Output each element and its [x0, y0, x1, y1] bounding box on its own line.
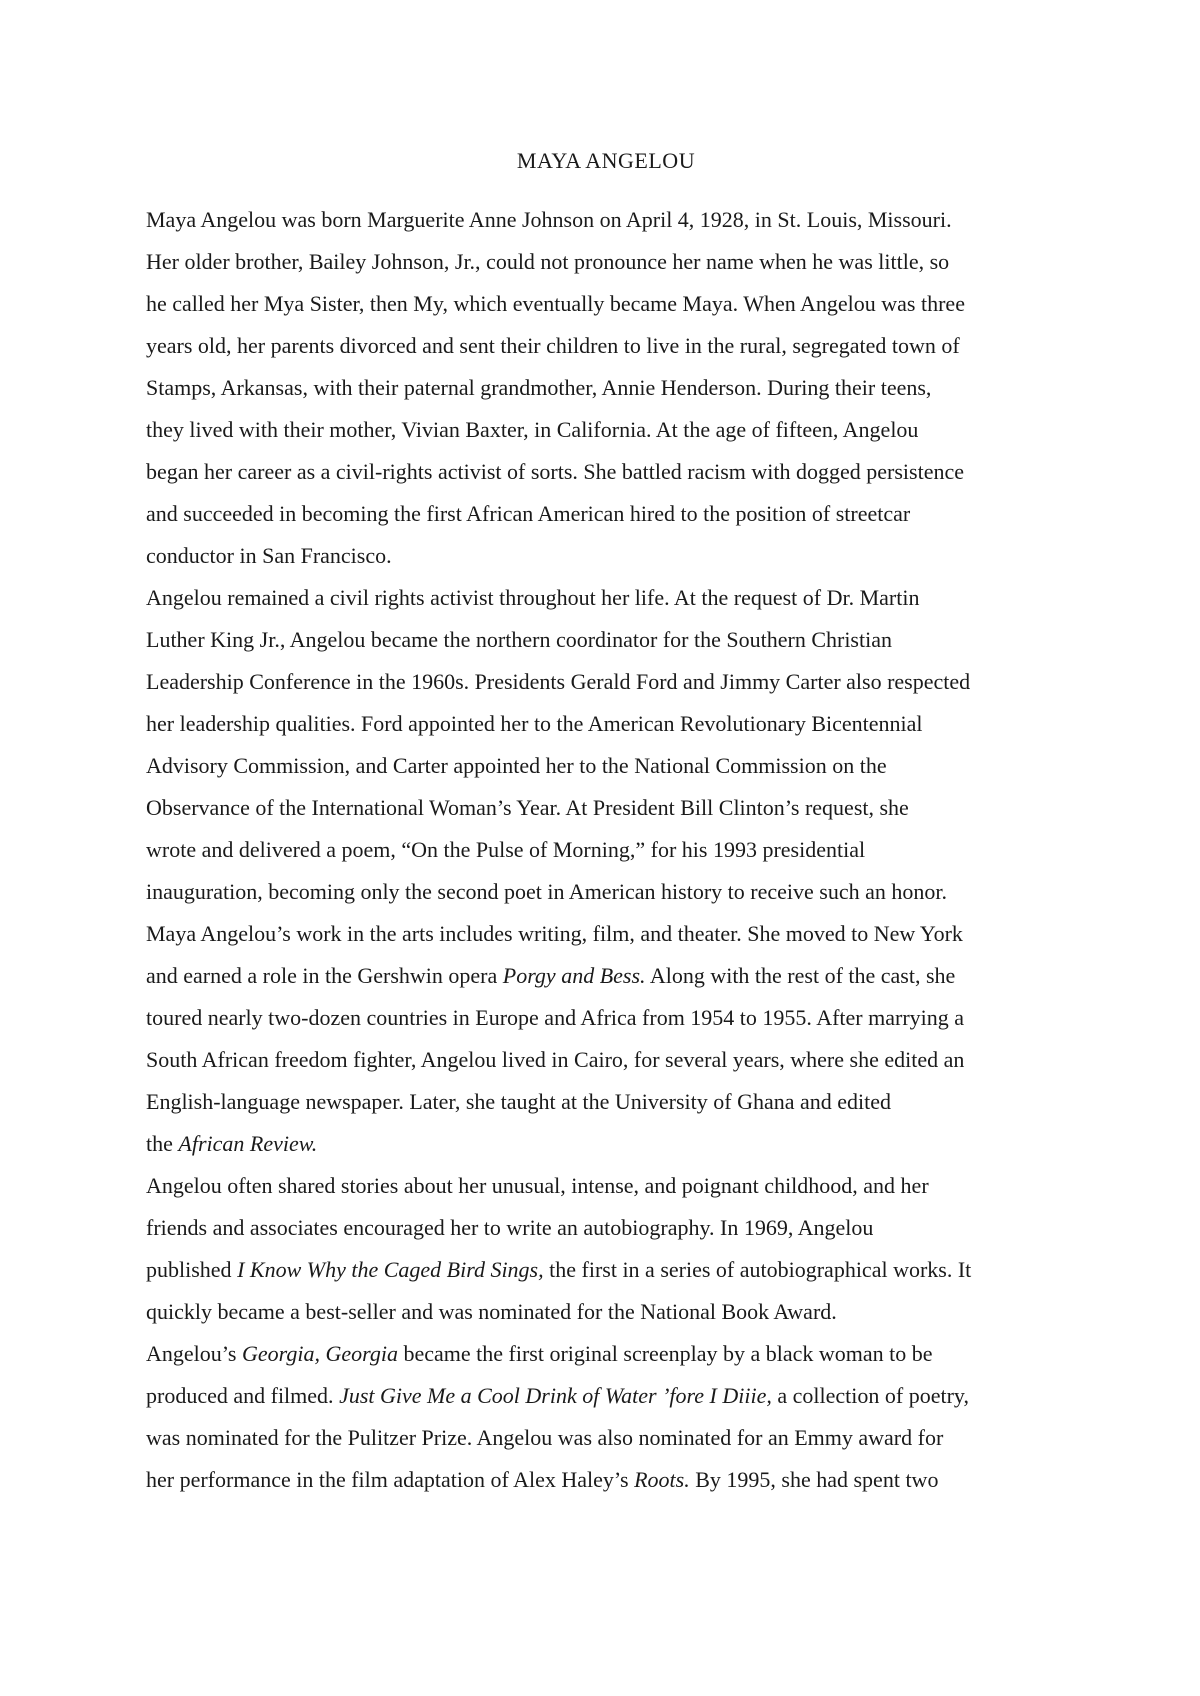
text-line: [146, 199, 1076, 241]
italic-title-text: Roots.: [634, 1467, 690, 1492]
text-line: [146, 913, 1076, 955]
text-line: [146, 367, 1076, 409]
italic-title-text: African Review.: [178, 1131, 318, 1156]
text-segment: years old, her parents divorced and sent their children to live in the rural, segregated town of: [146, 333, 960, 358]
text-line: [146, 325, 1076, 367]
text-segment: conductor in San Francisco.: [146, 543, 392, 568]
text-segment: was nominated for the Pulitzer Prize. Angelou was also nominated for an Emmy award for: [146, 1425, 944, 1450]
text-segment: Angelou’s: [146, 1341, 242, 1366]
text-segment: they lived with their mother, Vivian Baxter, in California. At the age of fifteen, Angelou: [146, 417, 919, 442]
text-segment: began her career as a civil-rights activist of sorts. She battled racism with dogged persistence: [146, 459, 965, 484]
text-segment: the first in a series of autobiographical works. It: [543, 1257, 972, 1282]
text-line: [146, 535, 1076, 577]
text-line: [146, 1417, 1076, 1459]
text-line: [146, 1333, 1076, 1375]
text-segment: her leadership qualities. Ford appointed her to the American Revolutionary Bicentennial: [146, 711, 923, 736]
text-segment: quickly became a best-seller and was nominated for the National Book Award.: [146, 1299, 837, 1324]
text-line: [146, 283, 1076, 325]
text-line: [146, 829, 1076, 871]
text-segment: Along with the rest of the cast, she: [645, 963, 956, 988]
text-segment: he called her Mya Sister, then My, which eventually became Maya. When Angelou was three: [146, 291, 965, 316]
text-segment: Advisory Commission, and Carter appointed her to the National Commission on the: [146, 753, 887, 778]
text-line: [146, 703, 1076, 745]
text-line: [146, 661, 1076, 703]
text-segment: toured nearly two-dozen countries in Europe and Africa from 1954 to 1955. After marrying a: [146, 1005, 965, 1030]
text-line: [146, 451, 1076, 493]
text-line: [146, 1165, 1076, 1207]
text-line: [146, 745, 1076, 787]
text-line: [146, 1081, 1076, 1123]
text-line: [146, 1375, 1076, 1417]
text-line: [146, 577, 1076, 619]
text-segment: friends and associates encouraged her to write an autobiography. In 1969, Angelou: [146, 1215, 874, 1240]
italic-title-text: Just Give Me a Cool Drink of Water ’fore I Diiie,: [339, 1383, 772, 1408]
text-segment: Leadership Conference in the 1960s. Presidents Gerald Ford and Jimmy Carter also respected: [146, 669, 971, 694]
text-segment: the: [146, 1131, 179, 1156]
text-segment: English-language newspaper. Later, she taught at the University of Ghana and edited: [146, 1089, 892, 1114]
text-segment: Stamps, Arkansas, with their paternal grandmother, Annie Henderson. During their teens,: [146, 375, 932, 400]
text-line: [146, 409, 1076, 451]
italic-title-text: Georgia, Georgia: [241, 1341, 398, 1366]
text-line: [146, 241, 1076, 283]
text-line: [146, 871, 1076, 913]
text-segment: her performance in the film adaptation of Alex Haley’s: [146, 1467, 635, 1492]
text-line: [146, 493, 1076, 535]
text-segment: Her older brother, Bailey Johnson, Jr., could not pronounce her name when he was little, so: [146, 249, 950, 274]
text-segment: Angelou often shared stories about her unusual, intense, and poignant childhood, and her: [146, 1173, 929, 1198]
document-title: MAYA ANGELOU: [516, 148, 696, 173]
text-segment: Luther King Jr., Angelou became the northern coordinator for the Southern Christian: [146, 627, 892, 652]
text-segment: a collection of poetry,: [771, 1383, 969, 1408]
text-segment: Observance of the International Woman’s Year. At President Bill Clinton’s request, she: [146, 795, 909, 820]
text-line: [146, 1459, 1076, 1501]
text-line: [146, 1249, 1076, 1291]
italic-title-text: Porgy and Bess.: [502, 963, 646, 988]
text-line: [146, 619, 1076, 661]
text-segment: and succeeded in becoming the first African American hired to the position of streetcar: [146, 501, 911, 526]
text-line: [146, 1123, 1076, 1165]
text-segment: South African freedom fighter, Angelou lived in Cairo, for several years, where she edited an: [146, 1047, 965, 1072]
text-segment: By 1995, she had spent two: [689, 1467, 939, 1492]
text-segment: wrote and delivered a poem, “On the Pulse of Morning,” for his 1993 presidential: [146, 837, 866, 862]
text-segment: published: [146, 1257, 238, 1282]
text-line: [146, 1207, 1076, 1249]
text-line: [146, 997, 1076, 1039]
text-line: [146, 1039, 1076, 1081]
text-segment: and earned a role in the Gershwin opera: [146, 963, 503, 988]
text-segment: Maya Angelou was born Marguerite Anne Johnson on April 4, 1928, in St. Louis, Missouri.: [146, 207, 952, 232]
text-line: [146, 787, 1076, 829]
text-segment: Maya Angelou’s work in the arts includes writing, film, and theater. She moved to New York: [146, 921, 963, 946]
text-segment: became the first original screenplay by a black woman to be: [397, 1341, 933, 1366]
italic-title-text: I Know Why the Caged Bird Sings,: [237, 1257, 544, 1282]
text-line: [146, 955, 1076, 997]
document-body: [146, 199, 1076, 1501]
text-segment: produced and filmed.: [146, 1383, 340, 1408]
text-segment: Angelou remained a civil rights activist throughout her life. At the request of Dr. Martin: [146, 585, 920, 610]
text-line: [146, 1291, 1076, 1333]
text-segment: inauguration, becoming only the second poet in American history to receive such an honor.: [146, 879, 947, 904]
